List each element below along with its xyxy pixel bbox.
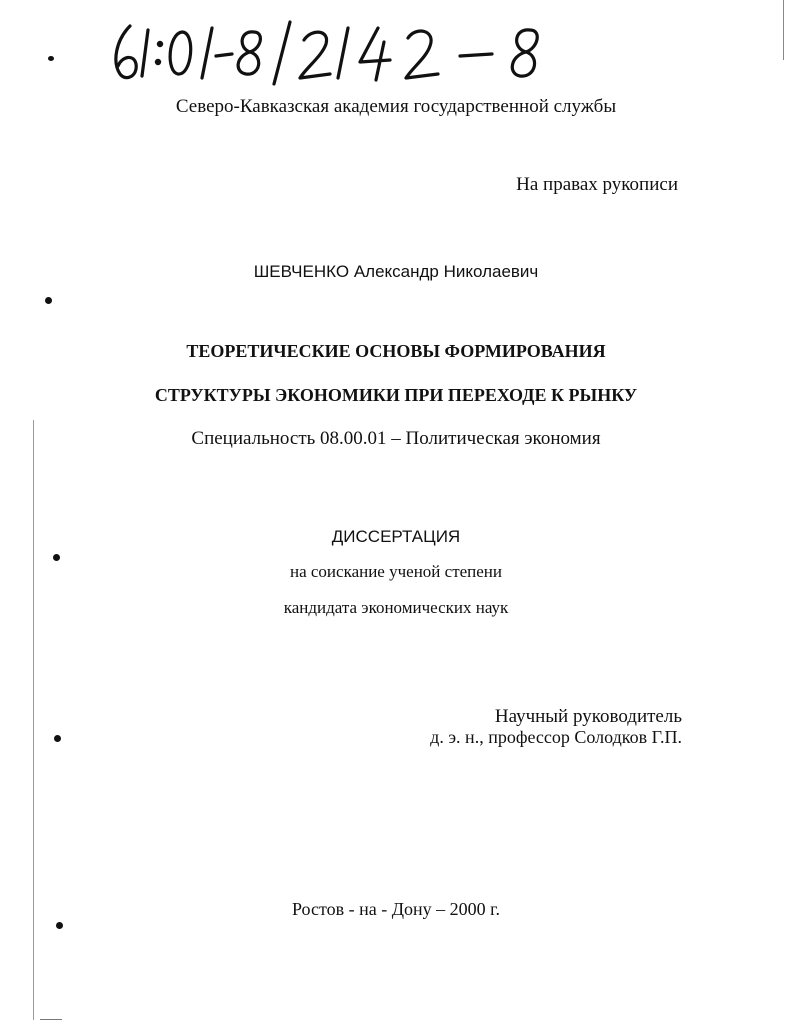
author-surname: ШЕВЧЕНКО [253,262,350,281]
binding-hole-mark [53,554,60,561]
author-given-names: Александр Николаевич [353,262,539,281]
supervisor-role: Научный руководитель [494,706,682,727]
title-line-1: ТЕОРЕТИЧЕСКИЕ ОСНОВЫ ФОРМИРОВАНИЯ [186,341,606,361]
scan-edge-mark [40,1019,62,1020]
handwritten-archive-number-drawing [108,18,578,88]
supervisor-name: д. э. н., профессор Солодков Г.П. [430,727,682,747]
institution-name: Северо-Кавказская академия государственной службы [175,96,617,117]
binding-hole-mark [45,297,52,304]
manuscript-rights: На правах рукописи [516,174,678,195]
document-type: ДИССЕРТАЦИЯ [331,527,461,546]
binding-hole-mark [54,735,61,742]
title-line-2: СТРУКТУРЫ ЭКОНОМИКИ ПРИ ПЕРЕХОДЕ К РЫНКУ [154,385,638,405]
binding-hole-mark [56,922,63,929]
place-year: Ростов - на - Дону – 2000 г. [291,899,500,919]
scan-edge-line [33,420,34,1020]
handwritten-archive-number [108,18,578,88]
author-line [0,261,792,283]
specialty: Специальность 08.00.01 – Политическая экономия [191,428,601,449]
scan-edge-line [783,0,784,60]
degree-line-1: на соискание ученой степени [289,562,503,581]
scan-mark [48,56,54,61]
degree-line-2: кандидата экономических наук [283,598,509,617]
